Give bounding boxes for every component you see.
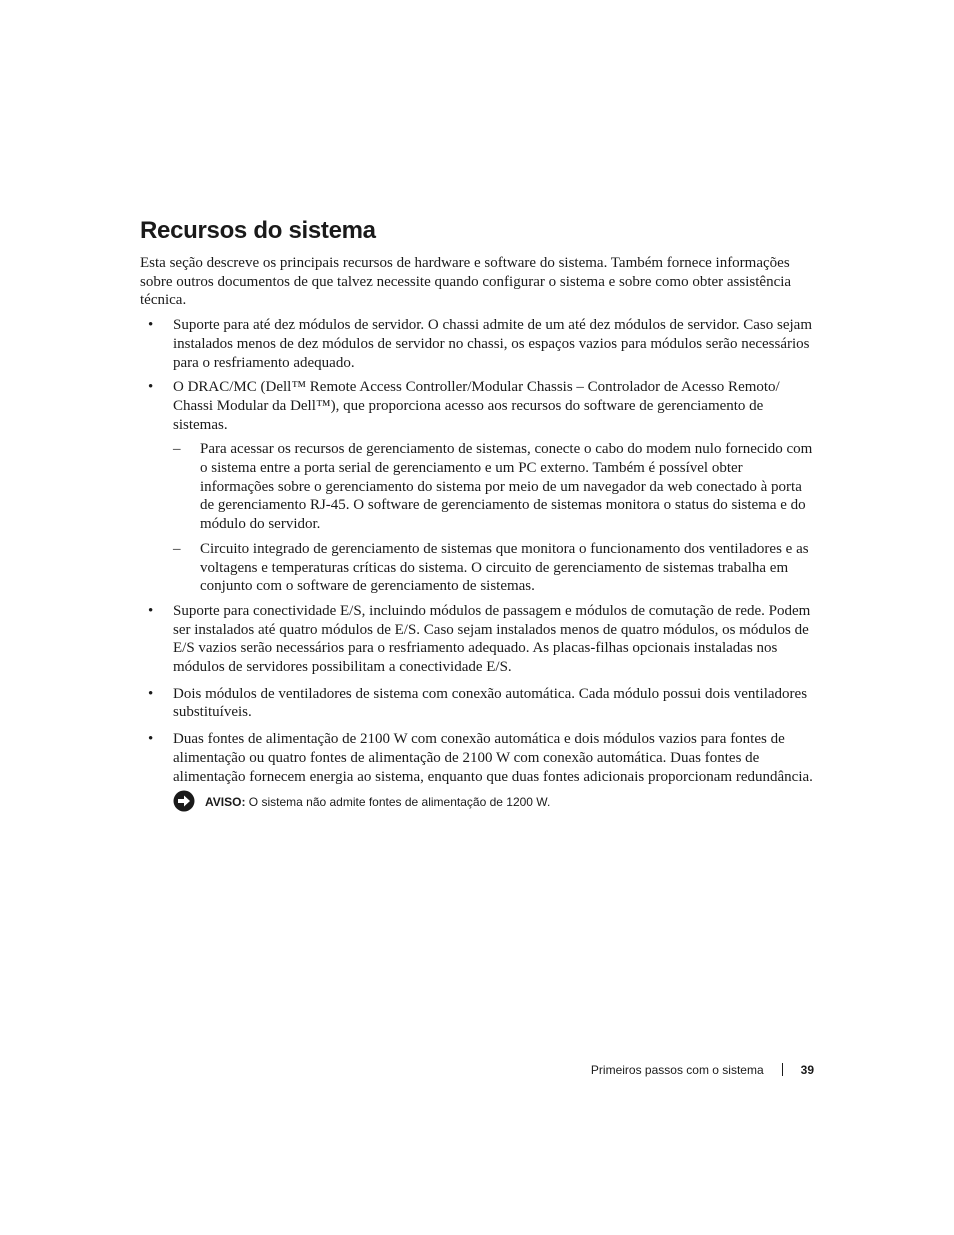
feature-text: O DRAC/MC (Dell™ Remote Access Controller/Modular Chassis – Controlador de Acesso Remoto/ Chassi Modular da Dell™), que proporciona acesso aos recursos do software de gerenciamento de sistemas. (173, 379, 780, 433)
intro-paragraph: Esta seção descreve os principais recursos de hardware e software do sistema. Também fornece informações sobre outros documentos de que talvez necessite quando configurar o sistema e sobre como obter assistência técnica. (140, 255, 792, 309)
notice-box (173, 792, 816, 816)
subitem-text: Para acessar os recursos de gerenciamento de sistemas, conecte o cabo do modem nulo fornecido com o sistema entre a porta serial de gerenciamento e um PC externo. Também é possível obter informações sobre o gerenciamento do sistema por meio de um navegador da web conectado à porta de gerenciamento RJ-45. O software de gerenciamento de sistemas monitora o status do sistema e do módulo do servidor. (200, 441, 813, 533)
feature-text: Dois módulos de ventiladores de sistema com conexão automática. Cada módulo possui dois ventiladores substituíveis. (173, 685, 808, 721)
list-item (140, 378, 816, 596)
section-body (140, 254, 816, 816)
page-footer (591, 1061, 814, 1079)
bullet-marker: • (148, 317, 154, 334)
bullet-marker: • (148, 685, 154, 702)
sub-list-item (173, 540, 816, 596)
bullet-marker: • (148, 379, 154, 396)
section-title: Recursos do sistema (140, 217, 376, 244)
footer-divider (782, 1063, 783, 1076)
list-item (140, 316, 816, 372)
list-item (140, 730, 816, 786)
feature-text: Duas fontes de alimentação de 2100 W com conexão automática e dois módulos vazios para fontes de alimentação ou quatro fontes de alimentação de 2100 W com conexão automática. Duas fontes de alimentação fornecem energia ao sistema, enquanto que duas fontes adicionais proporcionam redundância. (173, 731, 813, 785)
dash-marker: – (173, 540, 181, 557)
feature-list (140, 316, 816, 786)
footer-chapter-title: Primeiros passos com o sistema (590, 1063, 764, 1077)
notice-arrow-icon (173, 790, 195, 812)
dash-marker: – (173, 441, 181, 458)
list-item (140, 685, 816, 722)
feature-text: Suporte para conectividade E/S, incluindo módulos de passagem e módulos de comutação de rede. Podem ser instalados até quatro módulos de E/S. Caso sejam instalados menos de quatro módulos, os módulos de E/S vazios serão necessários para o resfriamento adequado. As placas-filhas opcionais instaladas nos módulos de servidores possibilitam a conectividade E/S. (173, 602, 811, 676)
feature-text: Suporte para até dez módulos de servidor. O chassi admite de um até dez módulos de servidor. Caso sejam instalados menos de dez módulos de servidor no chassi, os espaços vazios para módulos serão necessários para o resfriamento adequado. (173, 317, 813, 371)
sub-list-item (173, 440, 816, 534)
bullet-marker: • (148, 731, 154, 748)
notice-text: O sistema não admite fontes de alimentação de 1200 W. (248, 795, 551, 810)
subitem-text: Circuito integrado de gerenciamento de sistemas que monitora o funcionamento dos ventiladores e as voltagens e temperaturas críticas do sistema. O circuito de gerenciamento de sistemas trabalha em conjunto com o software de gerenciamento de sistemas. (200, 540, 809, 595)
bullet-marker: • (148, 602, 154, 619)
drac-subitem-list (173, 440, 816, 596)
notice-label: AVISO: (205, 795, 246, 810)
page-number: 39 (800, 1063, 814, 1077)
list-item (140, 602, 816, 677)
